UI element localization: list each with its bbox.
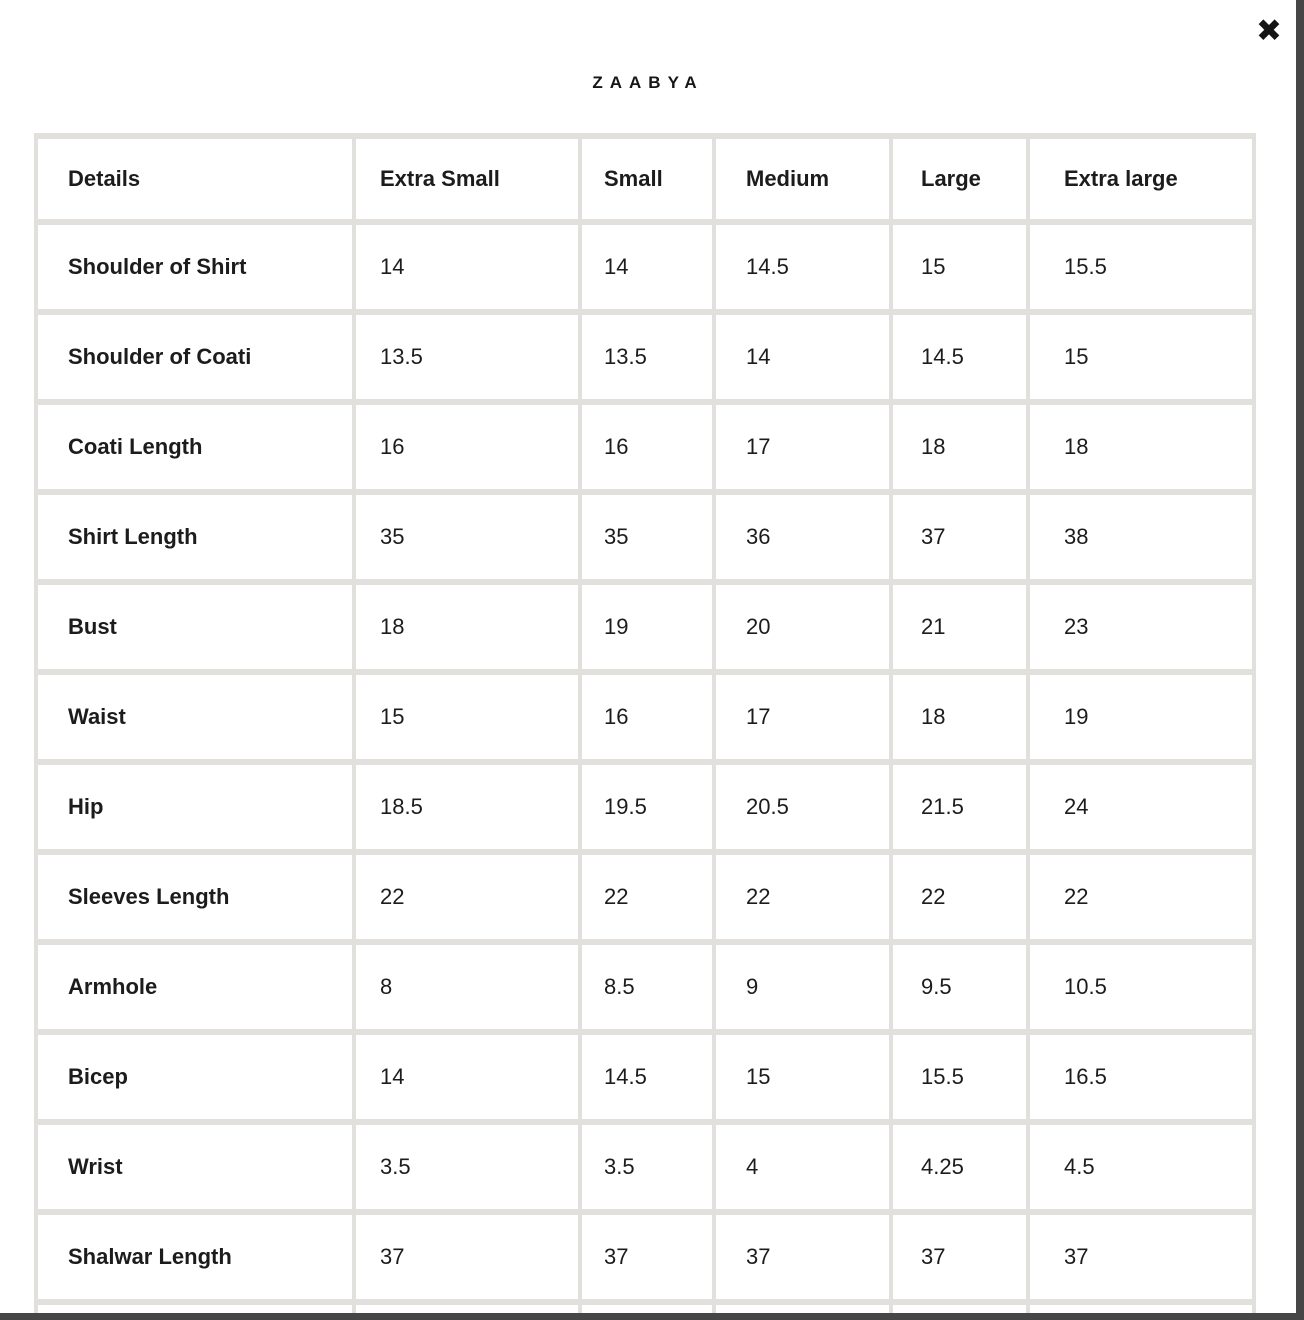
cell-value: 3.5	[356, 1125, 578, 1209]
cell-value: 16	[582, 675, 712, 759]
cell-value: 20	[716, 585, 889, 669]
cell-value: 19	[1030, 675, 1252, 759]
cell-value: 37	[1030, 1215, 1252, 1299]
cell-value: 37	[582, 1215, 712, 1299]
row-label: Coati Length	[38, 405, 352, 489]
cell-value: 19.5	[582, 765, 712, 849]
cell-value: 9	[716, 945, 889, 1029]
partial-next-row	[38, 1305, 1252, 1313]
cell-value: 15.5	[893, 1035, 1026, 1119]
cell-value: 14	[716, 315, 889, 399]
close-icon: ✖	[1256, 13, 1282, 49]
cell-value: 14.5	[893, 315, 1026, 399]
cell-value: 15	[893, 225, 1026, 309]
cell-value: 15	[716, 1035, 889, 1119]
table-row-armhole	[38, 945, 1252, 1029]
cell-value: 14	[356, 225, 578, 309]
partial-cell	[716, 1305, 889, 1313]
cell-value: 21.5	[893, 765, 1026, 849]
cell-value: 22	[582, 855, 712, 939]
cell-value: 22	[1030, 855, 1252, 939]
cell-value: 18	[893, 405, 1026, 489]
cell-value: 23	[1030, 585, 1252, 669]
cell-value: 35	[582, 495, 712, 579]
row-label: Shoulder of Coati	[38, 315, 352, 399]
cell-value: 37	[893, 495, 1026, 579]
cell-value: 24	[1030, 765, 1252, 849]
column-header-extra-small: Extra Small	[356, 139, 578, 219]
cell-value: 20.5	[716, 765, 889, 849]
table-row-sleeves-length	[38, 855, 1252, 939]
cell-value: 38	[1030, 495, 1252, 579]
table-row-bicep	[38, 1035, 1252, 1119]
cell-value: 4.25	[893, 1125, 1026, 1209]
row-label: Shirt Length	[38, 495, 352, 579]
table-row-waist	[38, 675, 1252, 759]
partial-cell	[1030, 1305, 1252, 1313]
table-row-wrist	[38, 1125, 1252, 1209]
brand-title: ZAABYA	[592, 73, 704, 92]
cell-value: 37	[716, 1215, 889, 1299]
cell-value: 16	[582, 405, 712, 489]
table-row-coati-length	[38, 405, 1252, 489]
column-header-details: Details	[38, 139, 352, 219]
partial-cell	[356, 1305, 578, 1313]
table-row-shoulder-of-shirt	[38, 225, 1252, 309]
row-label: Bust	[38, 585, 352, 669]
cell-value: 36	[716, 495, 889, 579]
partial-cell	[893, 1305, 1026, 1313]
table-row-shalwar-length	[38, 1215, 1252, 1299]
cell-value: 16	[356, 405, 578, 489]
cell-value: 8	[356, 945, 578, 1029]
cell-value: 15	[356, 675, 578, 759]
partial-cell	[38, 1305, 352, 1313]
column-header-extra-large: Extra large	[1030, 139, 1252, 219]
table-row-shirt-length	[38, 495, 1252, 579]
cell-value: 15	[1030, 315, 1252, 399]
table-row-bust	[38, 585, 1252, 669]
close-button[interactable]	[1254, 14, 1284, 49]
row-label: Waist	[38, 675, 352, 759]
cell-value: 17	[716, 675, 889, 759]
row-label: Sleeves Length	[38, 855, 352, 939]
size-chart-table	[34, 133, 1256, 1313]
row-label: Bicep	[38, 1035, 352, 1119]
cell-value: 14.5	[716, 225, 889, 309]
cell-value: 22	[893, 855, 1026, 939]
cell-value: 37	[893, 1215, 1026, 1299]
row-label: Shoulder of Shirt	[38, 225, 352, 309]
column-header-small: Small	[582, 139, 712, 219]
cell-value: 3.5	[582, 1125, 712, 1209]
cell-value: 18	[1030, 405, 1252, 489]
partial-cell	[582, 1305, 712, 1313]
cell-value: 18.5	[356, 765, 578, 849]
cell-value: 14	[356, 1035, 578, 1119]
row-label: Armhole	[38, 945, 352, 1029]
row-label: Shalwar Length	[38, 1215, 352, 1299]
cell-value: 10.5	[1030, 945, 1252, 1029]
cell-value: 4.5	[1030, 1125, 1252, 1209]
table-row-hip	[38, 765, 1252, 849]
cell-value: 19	[582, 585, 712, 669]
cell-value: 22	[716, 855, 889, 939]
cell-value: 13.5	[582, 315, 712, 399]
cell-value: 14	[582, 225, 712, 309]
cell-value: 14.5	[582, 1035, 712, 1119]
cell-value: 13.5	[356, 315, 578, 399]
table-row-shoulder-of-coati	[38, 315, 1252, 399]
cell-value: 8.5	[582, 945, 712, 1029]
cell-value: 4	[716, 1125, 889, 1209]
column-header-large: Large	[893, 139, 1026, 219]
cell-value: 22	[356, 855, 578, 939]
cell-value: 17	[716, 405, 889, 489]
row-label: Wrist	[38, 1125, 352, 1209]
column-header-medium: Medium	[716, 139, 889, 219]
cell-value: 21	[893, 585, 1026, 669]
header-row	[38, 139, 1252, 219]
cell-value: 18	[893, 675, 1026, 759]
row-label: Hip	[38, 765, 352, 849]
cell-value: 9.5	[893, 945, 1026, 1029]
cell-value: 15.5	[1030, 225, 1252, 309]
cell-value: 16.5	[1030, 1035, 1252, 1119]
cell-value: 35	[356, 495, 578, 579]
cell-value: 18	[356, 585, 578, 669]
cell-value: 37	[356, 1215, 578, 1299]
